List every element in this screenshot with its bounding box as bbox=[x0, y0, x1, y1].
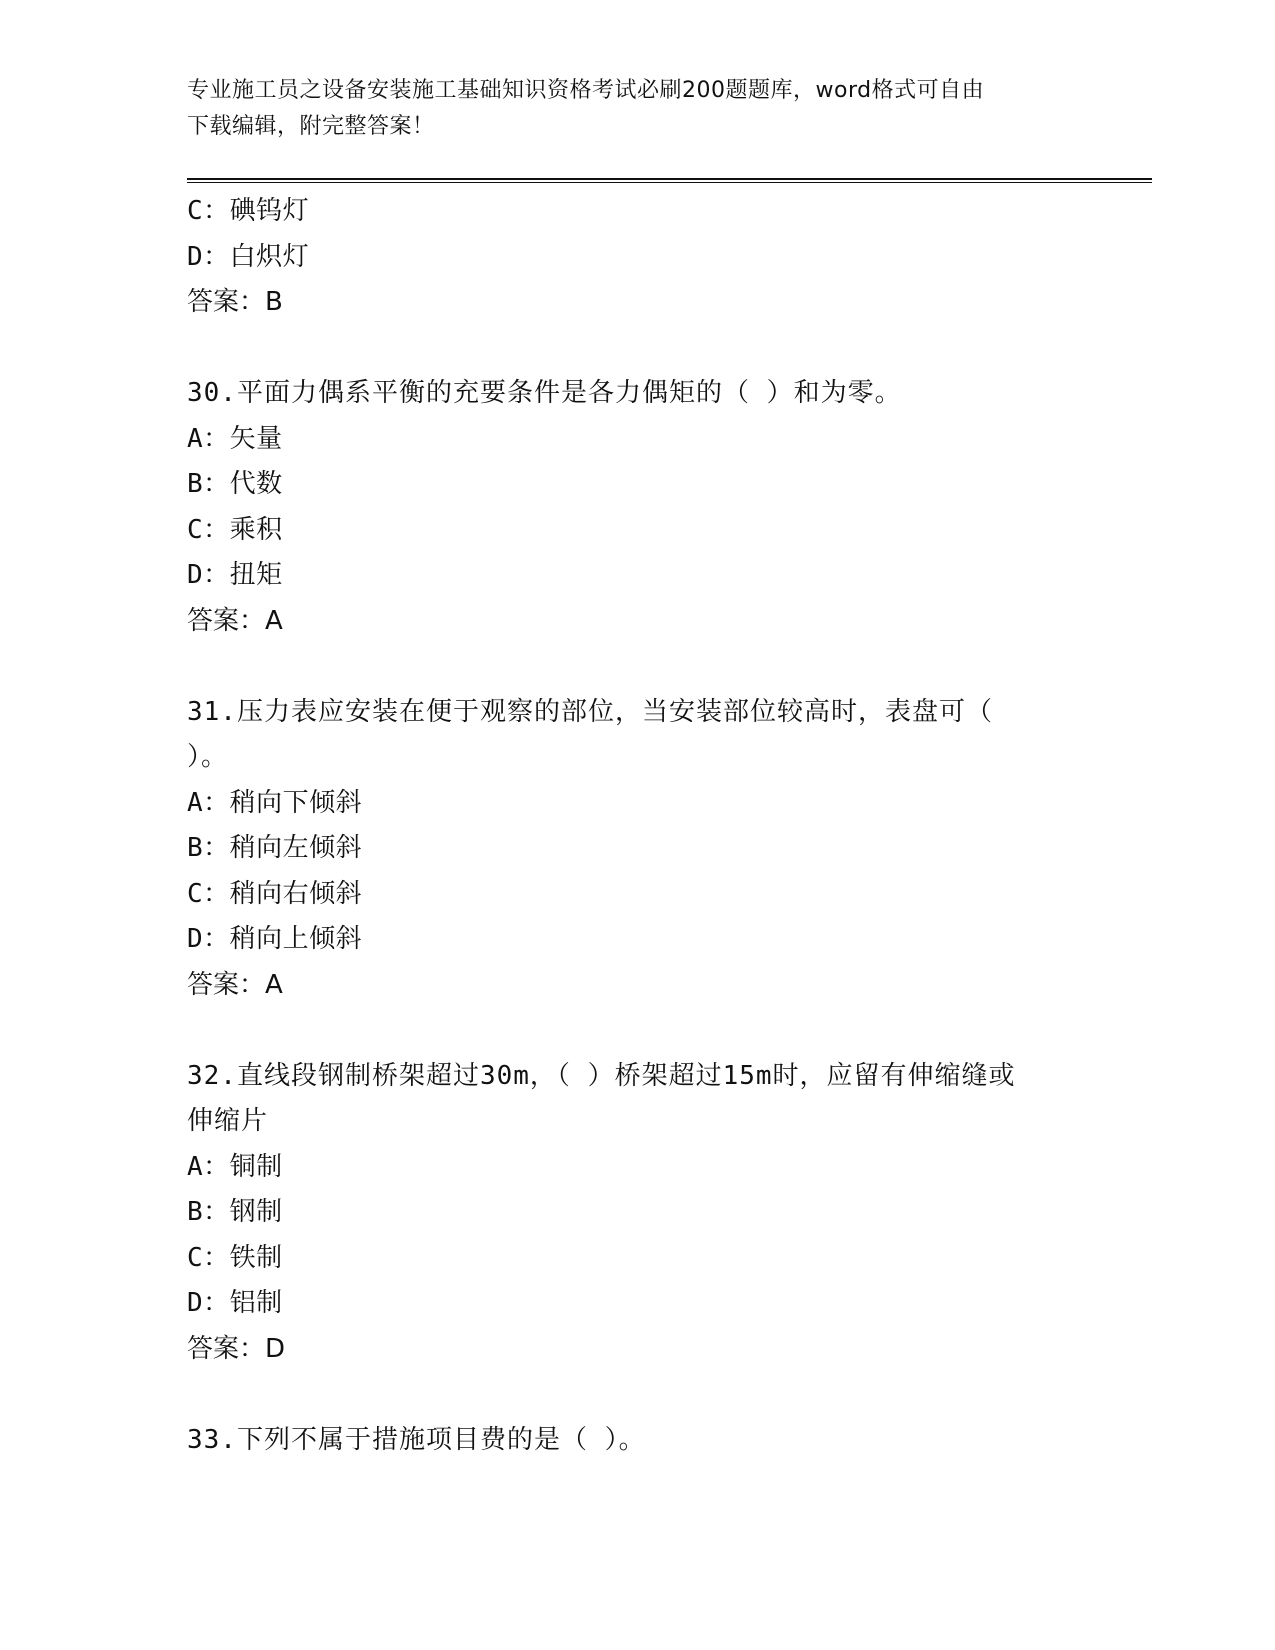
spacer bbox=[187, 326, 1152, 372]
header-line-1: 专业施工员之设备安装施工基础知识资格考试必刷200题题库，word格式可自由 bbox=[187, 78, 985, 103]
header-divider bbox=[187, 178, 1152, 183]
answer-line: 答案：A bbox=[187, 969, 283, 1000]
option-c: C：乘积 bbox=[187, 514, 283, 545]
question-text-continued: ）。 bbox=[187, 742, 229, 772]
header-line-2: 下载编辑，附完整答案！ bbox=[187, 114, 435, 139]
question-33 bbox=[187, 1418, 1152, 1464]
question-text: 32.直线段钢制桥架超过30m，（ ）桥架超过15m时，应留有伸缩缝或 bbox=[187, 1060, 1016, 1091]
answer-line: 答案：A bbox=[187, 605, 283, 636]
option-c: C：铁制 bbox=[187, 1242, 283, 1273]
spacer bbox=[187, 644, 1152, 690]
question-30 bbox=[187, 371, 1152, 644]
option-c: C：稍向右倾斜 bbox=[187, 878, 363, 909]
question-text: 30.平面力偶系平衡的充要条件是各力偶矩的（ ）和为零。 bbox=[187, 378, 902, 408]
option-d: D：铝制 bbox=[187, 1288, 283, 1318]
option-b: B：稍向左倾斜 bbox=[187, 833, 363, 863]
answer-line: 答案：B bbox=[187, 287, 283, 317]
question-text: 33.下列不属于措施项目费的是（ ）。 bbox=[187, 1424, 646, 1455]
option-b: B：钢制 bbox=[187, 1197, 283, 1227]
question-31 bbox=[187, 690, 1152, 1009]
option-d: D：稍向上倾斜 bbox=[187, 924, 363, 954]
option-b: B：代数 bbox=[187, 469, 283, 499]
question-32 bbox=[187, 1054, 1152, 1373]
option-d: D：扭矩 bbox=[187, 560, 283, 590]
option-a: A：稍向下倾斜 bbox=[187, 787, 363, 818]
option-d: D：白炽灯 bbox=[187, 241, 310, 272]
question-29-continuation bbox=[187, 189, 1152, 326]
option-a: A：矢量 bbox=[187, 423, 283, 454]
option-a: A：铜制 bbox=[187, 1151, 283, 1182]
answer-line: 答案：D bbox=[187, 1333, 286, 1364]
question-content bbox=[187, 189, 1152, 1463]
document-header bbox=[187, 73, 1087, 145]
spacer bbox=[187, 1372, 1152, 1418]
spacer bbox=[187, 1008, 1152, 1054]
question-text-continued: 伸缩片 bbox=[187, 1106, 269, 1136]
option-c: C：碘钨灯 bbox=[187, 196, 310, 226]
question-text: 31.压力表应安装在便于观察的部位，当安装部位较高时，表盘可（ bbox=[187, 696, 993, 727]
document-page bbox=[187, 0, 1152, 1650]
